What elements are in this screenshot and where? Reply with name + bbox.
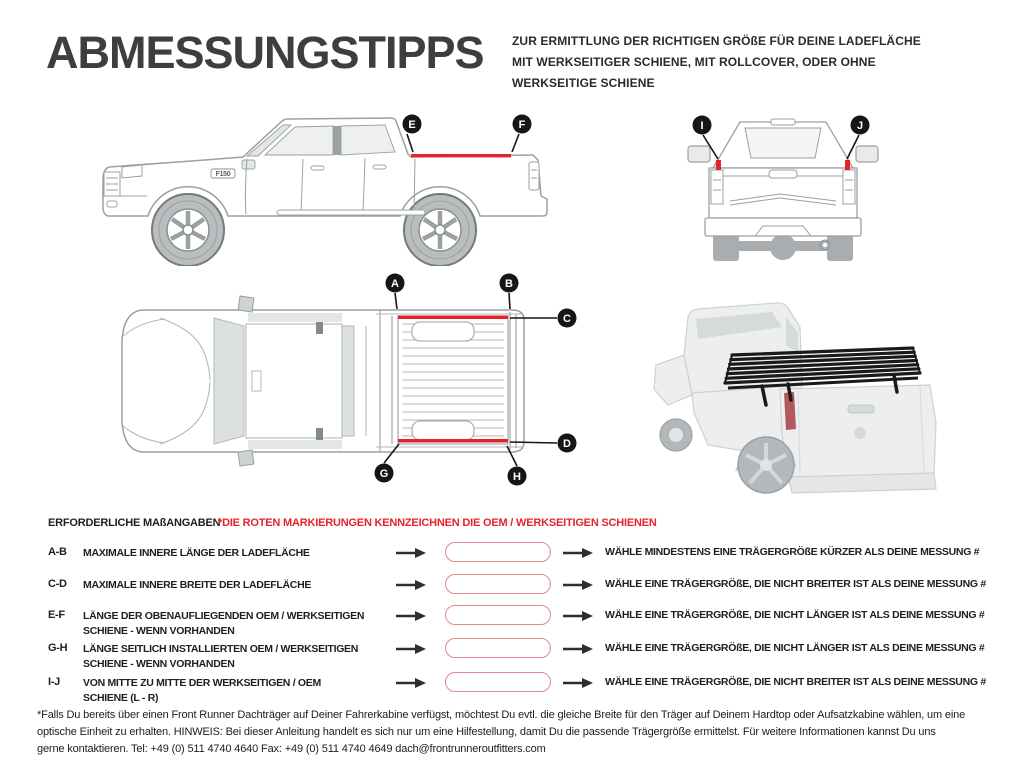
measurement-desc-line: MAXIMALE INNERE LÄNGE DER LADEFLÄCHE: [83, 547, 310, 559]
measurement-instruction: WÄHLE EINE TRÄGERGRÖßE, DIE NICHT BREITER IST ALS DEINE MESSUNG #: [605, 676, 986, 688]
arrow-right-icon: [563, 643, 593, 655]
measurement-desc: [83, 578, 395, 593]
rear-view-undercarriage: [713, 234, 853, 261]
marker-J: [851, 116, 870, 135]
oem-rail-marking-side: [411, 154, 511, 157]
arrow-right-icon: [563, 677, 593, 689]
arrow-right-icon: [563, 610, 593, 622]
footer-line: *Falls Du bereits über einen Front Runner Dachträger auf Deiner Fahrerkabine verfügst, möchtest Du evtl. die gleiche Breite für den Träger auf Deinem Hardtop oder Aufsatzkabine wählen, um eine: [37, 709, 966, 721]
arrow-right-icon: [396, 579, 426, 591]
f150-badge-label: F150: [215, 171, 231, 178]
arrow-right-icon: [396, 610, 426, 622]
marker-A: [386, 274, 405, 293]
marker-G: [375, 464, 394, 483]
measurement-desc-line: LÄNGE DER OBENAUFLIEGENDEN OEM / WERKSEITIGEN: [83, 610, 365, 622]
truck-top-view-art: [110, 272, 590, 490]
footer-line: optische Einheit zu erhalten. HINWEIS: Bei dieser Anleitung handelt es sich nur um eine Hilfestellung, damit Du die passende Trägergröße ermittelst. Für weitere Informationen kannst Du uns: [37, 726, 936, 739]
truck-side-view-diagram: [95, 106, 555, 266]
marker-C: [558, 309, 577, 328]
measurement-instruction: WÄHLE MINDESTENS EINE TRÄGERGRÖßE KÜRZER ALS DEINE MESSUNG #: [605, 546, 980, 558]
marker-I: [693, 116, 712, 135]
rear-view-body: [688, 119, 878, 236]
arrow-right-icon: [396, 643, 426, 655]
measurement-desc: [83, 609, 395, 639]
marker-F-label: F: [518, 119, 526, 131]
marker-H-label: H: [513, 471, 521, 483]
truck-rear-view-diagram: [685, 106, 980, 266]
marker-D-label: D: [563, 438, 571, 450]
measurement-input-a-b[interactable]: [445, 542, 551, 562]
measurements-heading: ERFORDERLICHE MAßANGABEN: [48, 517, 221, 529]
measurement-key: G-H: [48, 642, 68, 654]
footer-line: gerne kontaktieren. Tel: +49 (0) 511 4740 4640 Fax: +49 (0) 511 4740 4649 dach@frontrunneroutfitters.com: [37, 743, 546, 756]
measurement-key: C-D: [48, 578, 67, 590]
measurement-desc-line: SCHIENE - WENN VORHANDEN: [83, 658, 235, 670]
measurement-key: E-F: [48, 609, 65, 621]
arrow-right-icon: [396, 677, 426, 689]
marker-E-label: E: [408, 119, 416, 131]
marker-E: [403, 115, 422, 134]
marker-G-label: G: [379, 468, 389, 480]
marker-F: [513, 115, 532, 134]
measurement-desc-line: MAXIMALE INNERE BREITE DER LADEFLÄCHE: [83, 579, 312, 591]
marker-B: [500, 274, 519, 293]
measurement-desc-line: SCHIENE - WENN VORHANDEN: [83, 625, 235, 637]
red-markings-note: *DIE ROTEN MARKIERUNGEN KENNZEICHNEN DIE OEM / WERKSEITIGEN SCHIENEN: [218, 517, 657, 529]
measurement-desc: [83, 546, 395, 561]
arrow-right-icon: [396, 547, 426, 559]
truck-rack-iso-view: [648, 293, 1018, 498]
measurement-desc-line: LÄNGE SEITLICH INSTALLIERTEN OEM / WERKSEITIGEN: [83, 643, 359, 655]
iso-truck-body: [654, 303, 936, 493]
measurement-key: A-B: [48, 546, 67, 558]
measurement-instruction: WÄHLE EINE TRÄGERGRÖßE, DIE NICHT BREITER IST ALS DEINE MESSUNG #: [605, 578, 986, 590]
measurement-input-i-j[interactable]: [445, 672, 551, 692]
arrow-right-icon: [563, 547, 593, 559]
truck-top-view-diagram: [110, 272, 590, 490]
truck-side-view-art: [95, 106, 555, 266]
measurement-instruction: WÄHLE EINE TRÄGERGRÖßE, DIE NICHT LÄNGER IST ALS DEINE MESSUNG #: [605, 642, 985, 654]
measurement-instruction: WÄHLE EINE TRÄGERGRÖßE, DIE NICHT LÄNGER IST ALS DEINE MESSUNG #: [605, 609, 985, 621]
marker-D: [558, 434, 577, 453]
measurement-desc-line: SCHIENE (L - R): [83, 692, 159, 704]
subtitle-line: WERKSEITIGE SCHIENE: [512, 76, 655, 90]
arrow-right-icon: [563, 579, 593, 591]
footer-note: [37, 707, 997, 759]
measurement-desc: [83, 676, 395, 706]
marker-J-label: J: [856, 120, 864, 132]
truck-rack-iso-art: [648, 293, 1018, 498]
marker-H: [508, 467, 527, 486]
marker-A-label: A: [391, 278, 399, 290]
marker-I-label: I: [700, 120, 704, 132]
measurement-input-g-h[interactable]: [445, 638, 551, 658]
measurement-input-e-f[interactable]: [445, 605, 551, 625]
marker-C-label: C: [563, 313, 571, 325]
subtitle-line: MIT WERKSEITIGER SCHIENE, MIT ROLLCOVER, ODER OHNE: [512, 55, 876, 69]
page-subtitle: [512, 31, 942, 94]
measurement-key: I-J: [48, 676, 60, 688]
measurement-desc: [83, 642, 395, 672]
marker-B-label: B: [505, 278, 513, 290]
truck-rear-view-art: [685, 106, 980, 266]
page-title: ABMESSUNGSTIPPS: [46, 27, 484, 78]
subtitle-line: ZUR ERMITTLUNG DER RICHTIGEN GRÖßE FÜR DEINE LADEFLÄCHE: [512, 34, 921, 48]
measurement-input-c-d[interactable]: [445, 574, 551, 594]
measurement-desc-line: VON MITTE ZU MITTE DER WERKSEITIGEN / OEM: [83, 677, 321, 689]
side-view-leader-lines: [407, 134, 519, 152]
